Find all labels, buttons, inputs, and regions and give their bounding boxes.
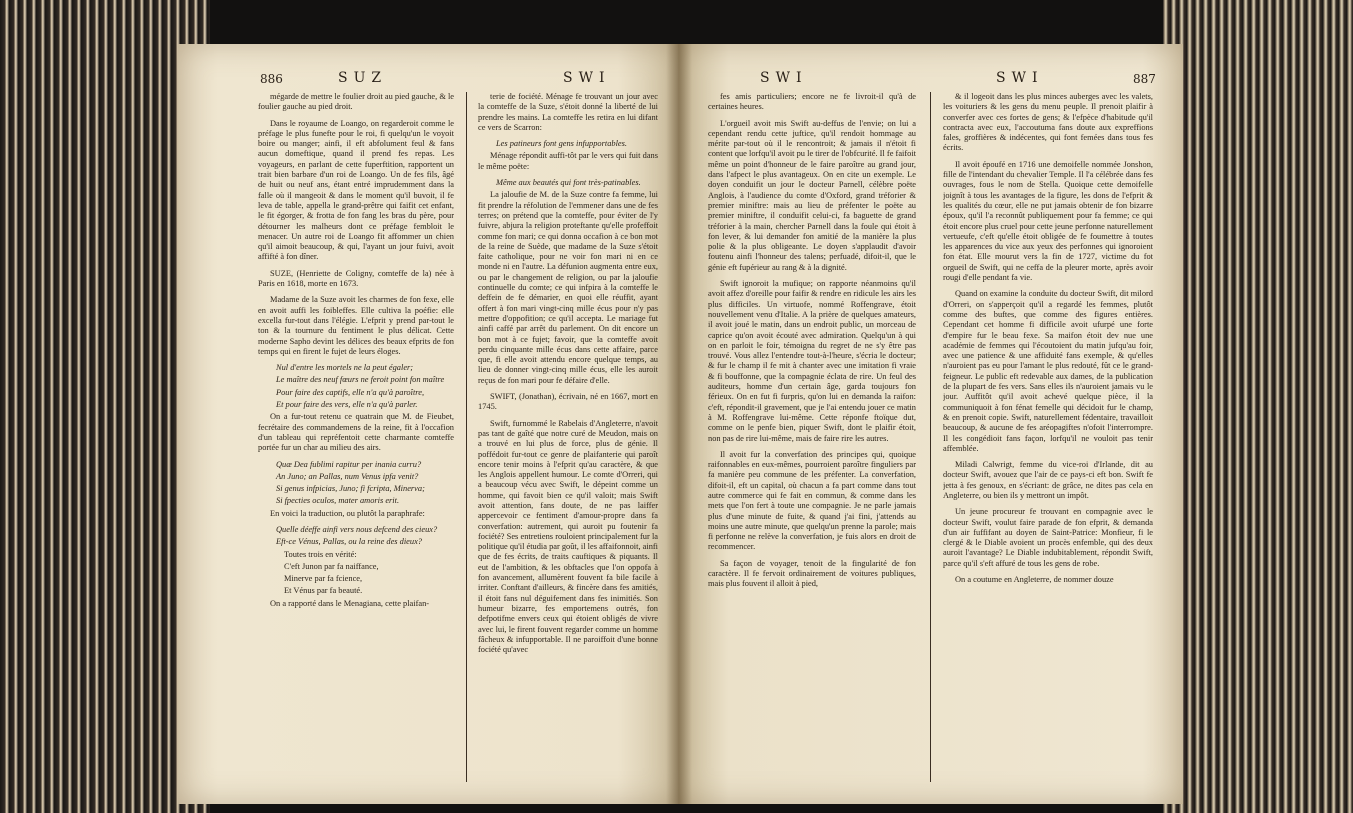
paragraph: Minerve par fa fcience, — [284, 574, 363, 584]
paragraph: Il avoit époufé en 1716 une demoifelle nommée Jonshon, fille de l'intendant du chevalier Temple. Il l'a célébrée dans fes ouvrages, fous le nom de Stella. Quoique cette demoifelle joignît à tous les avantages de la figure, les dons de l'efprit & les qualités du cœur, elle ne put jamais obtenir de fon bizarre époux, qu'il l'a reconnût publiquement pour fa femme; ce qui étoit encore plus cruel pour cette jeune perfonne naturellement vertueufe, c'eft qu'elle étoit obligée de fe foumettre à toutes les apparences du vice aux yeux des perfonnes qui ignoroient fon état. Elle mourut vers la fin de 1727, victime du fot orgueil de Swift, qui ne ceffa de la pleurer morte, après avoir rougi d'elle pendant fa vie. — [943, 159, 1153, 283]
column-rule-left — [466, 92, 467, 782]
paragraph: Miladi Calwrigt, femme du vice-roi d'Irlande, dit au docteur Swift, avouez que l'air de ce pays-ci eft bon. Swift fe jetta à fes genoux, en s'écriant: de grâce, ne dites pas cela en Angleterre, ou bien ils y mettront un impôt. — [943, 460, 1153, 500]
paragraph: SUZE, (Henriette de Coligny, comteffe de la) née à Paris en 1618, morte en 1673. — [258, 268, 454, 289]
paragraph: terie de fociété. Ménage fe trouvant un jour avec la comteffe de la Suze, s'étoit donné la liberté de lui prendre les mains. La comteffe les retira en lui difant ce vers de Scarron: — [478, 92, 658, 132]
paragraph: Quelle déeffe ainfi vers nous defcend des cieux? — [276, 524, 438, 534]
paragraph: Et Vénus par fa beauté. — [284, 586, 363, 596]
paragraph: Si genus infpicias, Juno; fi fcripta, Minerva; — [276, 484, 425, 494]
paragraph: On a coutume en Angleterre, de nommer douze — [955, 575, 1114, 585]
open-book — [178, 44, 1183, 804]
paragraph: mégarde de mettre le foulier droit au pied gauche, & le foulier gauche au pied droit. — [258, 92, 454, 112]
paragraph: An Juno; an Pallas, num Venus ipfa venit? — [276, 471, 419, 481]
paragraph: Dans le royaume de Loango, on regarderoit comme le préfage le plus funefte pour le roi, fi quelqu'un le voyoit boire ou manger; ainfi, il eft abfolument feul & fans aucun domeftique, quand il prend fes repas. Les voyageurs, en parlant de cette fuperftition, rapportent un trait bien barbare d'un roi de Loango. Un de fes fils, âgé de huit ou neuf ans, étant entré imprudemment dans la falle où il mangeoit & dans le moment qu'il buvoit, il fe leva de table, appella le grand-prêtre qui faifit cet enfant, le fit égorger, & frotta de fon fang les bras du père, pour détourner les malheurs dont ce préfage fembloit le menacer. Un autre roi de Loango fit affommer un chien qu'il aimoit beaucoup, & qui, l'ayant un jour fuivi, avoit affifté à fon dîner. — [258, 118, 454, 262]
left-page — [178, 44, 678, 804]
paragraph: Nul d'entre les mortels ne la peut égaler; — [276, 363, 414, 373]
running-head-right-b: SWI — [996, 70, 1044, 86]
paragraph: En voici la traduction, ou plutôt la paraphrafe: — [270, 508, 425, 518]
paragraph: On a rapporté dans le Menagiana, cette plaifan- — [270, 598, 430, 608]
paragraph: Les patineurs font gens infupportables. — [496, 139, 627, 149]
paragraph: Toutes trois en vérité: — [284, 549, 357, 559]
paragraph: & il logeoit dans les plus minces auberges avec les valets, les voituriers & les gens du menu peuple. Il prenoit plaifir à converfer avec ces fortes de gens; & l'efpèce d'habitude qu'il contracta avec eux, l'accoutuma fans doute aux expreffions fales, groffières & indécentes, qui font femées dans tous fes écrits. — [943, 92, 1153, 153]
right-page-column-2 — [943, 92, 1153, 797]
paragraph: On a fur-tout retenu ce quatrain que M. de Fieubet, fecrétaire des commandemens de la reine, fit à l'occafion d'un tableau qui repréfentoit cette charmante comteffe portée fur un char au milieu des airs. — [258, 412, 454, 453]
column-rule-right — [930, 92, 931, 782]
paragraph: Si fpecties oculos, mater amoris erit. — [276, 496, 400, 506]
paragraph: L'orgueil avoit mis Swift au-deffus de l'envie; on lui a cependant rendu cette juftice, qu'il rendoit hommage au mérite par-tout où il le rencontroit; & jamais il n'étoit fi content que lorfqu'il avoit pu le tirer de l'obfcurité. Il fe faifoit même un point d'honneur de le faire paroître au grand jour, dans l'afpect le plus avantageux. On en cite un exemple. Le doyen conduifit un jour le docteur Parnell, célèbre poëte Anglois, à l'audience du comte d'Oxford, grand tréforier & premier miniftre: mais au lieu de préfenter le poëte au premier miniftre, il conduifit celui-ci, fa baguette de grand tréforier à la main, chercher Parnell dans la foule qui étoit à fon lever, & lui demander fon amitié de la manière la plus polie & la plus obligeante. Le doyen s'applaudit d'avoir foutenu ainfi l'honneur des talens; perfuadé, difoit-il, que le génie eft fupérieur au rang & à la dignité. — [708, 118, 916, 272]
running-head-left-b: SWI — [563, 70, 611, 86]
left-page-column-2 — [478, 92, 658, 797]
paragraph: La jaloufie de M. de la Suze contre fa femme, lui fit prendre la réfolution de l'emmener dans une de fes terres; on prétend que la comteffe, pour éviter de l'y fuivre, abjura la religion proteftante qu'elle profeffoit comme fon mari; ce qui donna occafion à ce bon mot de la reine de Suède, que madame de la Suze s'étoit faite catholique, pour ne voir fon mari ni en ce monde ni en l'autre. La défunion augmenta entre eux, ou par le changement de religion, ou par la jaloufie continuelle du comte; ce qui infpira à la comteffe le deffein de fe démarier, en quoi elle réuffit, ayant offert à fon mari vingt-cinq mille écus pour n'y pas mettre d'oppofition; ce qu'il accepta. Le mariage fut ainfi caffé par arrêt du parlement. On dit encore un bon mot à ce fujet; favoir, que la comteffe avoit perdu cinquante mille écus dans cette affaire, parce que, fi elle avoit attendu encore quelque temps, au lieu de donner vingt-cinq mille écus, elle les auroit reçus de fon mari pour fe défaire d'elle. — [478, 190, 658, 385]
right-page-column-1 — [708, 92, 916, 797]
running-head-left-a: SUZ — [338, 70, 388, 86]
paragraph: fes amis particuliers; encore ne fe livroit-il qu'à de certaines heures. — [708, 92, 916, 112]
paragraph: Quæ Dea fublimi rapitur per inania curru? — [276, 459, 422, 469]
right-page — [678, 44, 1183, 804]
paragraph: Pour faire des captifs, elle n'a qu'à paroître, — [276, 387, 425, 397]
paragraph: Le maître des neuf fœurs ne feroit point fon maître — [276, 375, 445, 385]
paragraph: Quand on examine la conduite du docteur Swift, dit milord d'Orreri, on s'apperçoit qu'il a regardé les femmes, plutôt comme des buftes, que comme des figures entières. Cependant cet homme fi difficile avoit ufurpé une forte d'empire fur le beau fexe. Sa maifon étoit dev nue une académie de femmes qui l'écoutoient du matin jufqu'au foir, avec une patience & une affiduité fans exemple, & qu'elles n'auroient pas eu pour l'amant le plus redouté, fût ce le grand-feigneur. Le public eft redevable aux dames, de la publication de la plupart de fes vers. Sans elles ils n'auroient jamais vu le jour. Auffitôt qu'il avoit achevé quelque pièce, il la communiquoit à fon fénat femelle qui décidoit fur le champ, & en prenoit copie. Swift, naturellement fédentaire, travailloit beaucoup, & aucune de fes aréopagiftes n'ofoit l'interrompre. Il les congédioit fans façon, lorfqu'il ne vouloit pas tenir affemblée. — [943, 289, 1153, 453]
paragraph: Même aux beautés qui font très-patinables. — [496, 178, 641, 188]
paragraph: Eft-ce Vénus, Pallas, ou la reine des dieux? — [276, 537, 422, 547]
page-number-right: 887 — [1133, 72, 1156, 86]
paragraph: Ménage répondit auffi-tôt par le vers qui fuit dans le même poëte: — [478, 151, 658, 171]
paragraph: Il avoit fur la converfation des principes qui, quoique raifonnables en eux-mêmes, pourroient paroître finguliers par fa manière peu commune de les préfenter. La converfation, difoit-il, eft un capital, où chacun a fa part comme dans tout autre commerce qui fe fait en commun, & comme dans les mets que l'on fert à toute une compagnie. Je ne parle jamais plus d'une minute de fuite, & quand j'ai fini, j'attends au moins une autre minute, que quelqu'un prenne la parole; mais fi perfonne ne relève la converfation, je fuis alors en droit de recommencer. — [708, 449, 916, 552]
paragraph: Swift ignoroit la mufique; on rapporte néanmoins qu'il avoit affez d'oreille pour faifir & rendre en ridicule les airs les plus difficiles. Un virtuofe, nommé Roffengrave, étoit nouvellement venu d'Italie. A la prière de quelques amateurs, il avoit joué le matin, dans un endroit public, un morceau de caprice qu'on avoit écouté avec admiration. Quelqu'un à qui on en parloit le foir, témoigna du regret de ne s'y être pas trouvé. Vous allez l'entendre tout-à-l'heure, s'écria le docteur; & fur le champ il fe mit à chanter avec une imitation fi vraie & fi bouffonne, que la compagnie éclata de rire. Un feul des auditeurs, homme d'un certain âge, garda toujours fon férieux. On en fut fi furpris, qu'on lui en demanda la raifon: c'eft, répondit-il gravement, que je l'ai entendu jouer ce matin à M. Roffengrave lui-même. Cette réponfe ftoïque dut, comme on le penfe bien, piquer Swift, dont le plaifir étoit, non pas de rire lui-même, mais de faire rire les autres. — [708, 279, 916, 443]
page-number-left: 886 — [260, 72, 283, 86]
left-page-column-1 — [258, 92, 454, 797]
paragraph: Un jeune procureur fe trouvant en compagnie avec le docteur Swift, voulut faire parade de fon efprit, & demanda d'un air fuffifant au doyen de Saint-Patrice: Monfieur, fi le clergé & le Diable avoient un procès enfemble, qui des deux auroit l'avantage? Le Diable indubitablement, répondit Swift, parce qu'il s'eft affuré de tous les gens de robe. — [943, 507, 1153, 568]
paragraph: Madame de la Suze avoit les charmes de fon fexe, elle en avoit auffi les foibleffes. Elle cultiva la poéfie: elle excella fur-tout dans l'élégie. L'efprit y prend par-tout le ton & la tournure du fentiment le plus délicat. Cette moderne Sapho devint les délices des beaux efprits de fon temps qui en firent le fujet de leurs éloges. — [258, 295, 454, 356]
paragraph: Sa façon de voyager, tenoit de la fingularité de fon caractère. Il fe fervoit ordinairement de voitures publiques, mais plus fouvent il alloit à pied, — [708, 558, 916, 589]
paragraph: C'eft Junon par fa naiffance, — [284, 561, 379, 571]
paragraph: SWIFT, (Jonathan), écrivain, né en 1667, mort en 1745. — [478, 392, 658, 412]
paragraph: Et pour faire des vers, elle n'a qu'à parler. — [276, 400, 418, 410]
book-gutter — [666, 44, 692, 804]
running-head-right-a: SWI — [760, 70, 808, 86]
book-edge-right — [1163, 0, 1353, 813]
paragraph: Swift, furnommé le Rabelais d'Angleterre, n'avoit pas tant de gaîté que notre curé de Meudon, mais on a trouvé en lui plus de force, plus de génie. Il poffédoit fur-tout ce genre de plaifanterie qui paroît encore tenir moins à l'efprit qu'au caractère, & que les Anglois appellent humour. Le comte d'Orreri, qui a beaucoup vécu avec Swift, le dépeint comme un homme, qui favoit bien ce qu'il valoit; mais Swift avoit attention, fans doute, de ne pas laiffer appercevoir ce fentiment d'amour-propre dans fa converfation: autrement, qui auroit pu foutenir fa fociété? Ses entretiens rouloient principalement fur la politique qu'il étudia par goût, il les affaifonnoit, ainfi que de fes écrits, de traits cauftiques & piquants. Il eut de l'ambition, & les obftacles que l'on oppofa à fon avancement, allumèrent fouvent fa bile facile à irriter. Conftant d'ailleurs, & fincère dans fes amitiés, il étoit fans nul déguifement dans fes inimitiés. Son humeur bizarre, fes emportemens outrés, fon defpotifme envers ceux qui étoient obligés de vivre avec lui, le firent fouvent regarder comme un homme fâcheux & infupportable. Il ne paroiffoit d'une bonne fociété qu'avec — [478, 418, 658, 655]
